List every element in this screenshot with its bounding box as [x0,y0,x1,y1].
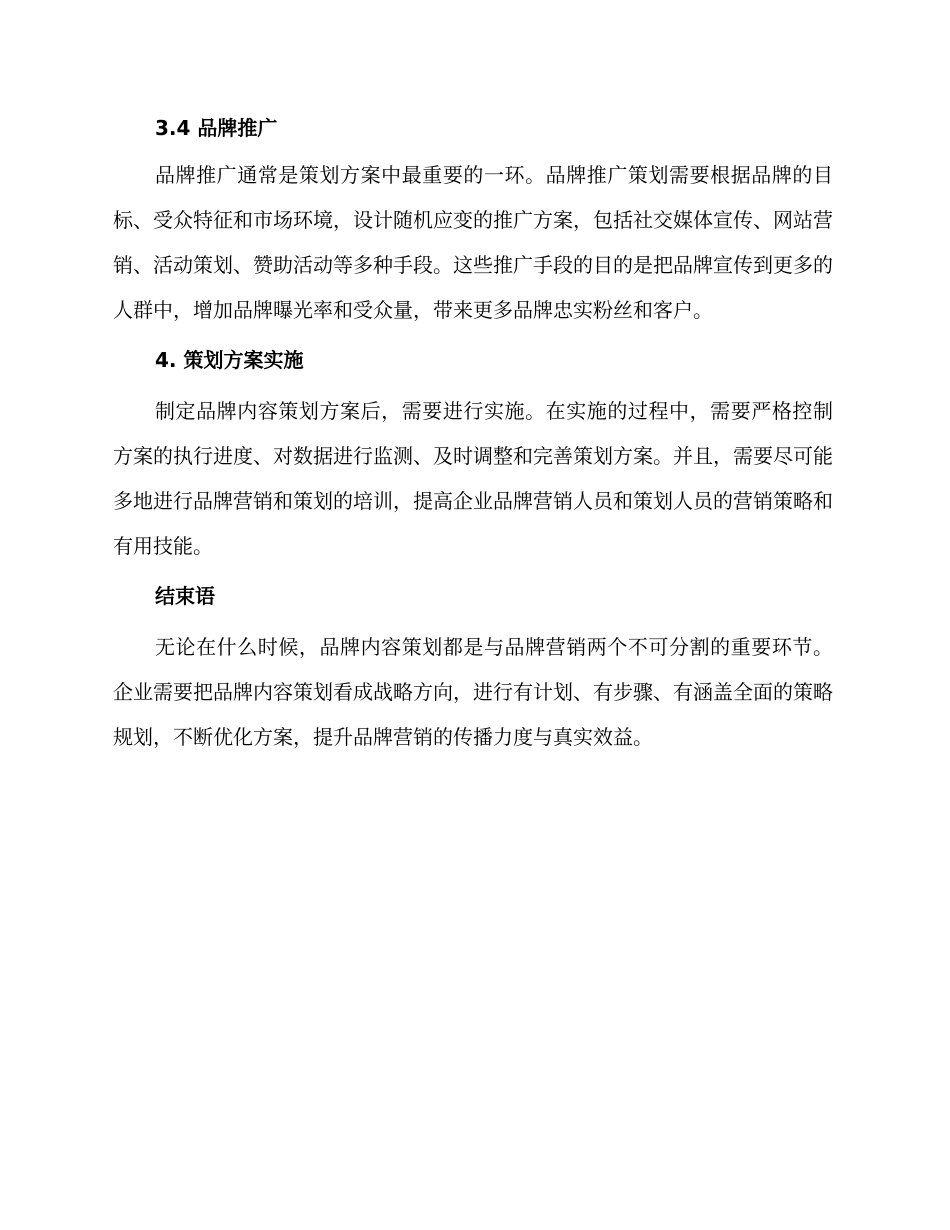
section-heading-brand-promotion: 3.4 品牌推广 [155,116,278,140]
section-body-plan-implementation: 制定品牌内容策划方案后，需要进行实施。在实施的过程中，需要严格控制方案的执行进度、对数据进行监测、及时调整和完善策划方案。并且，需要尽可能多地进行品牌营销和策划的培训，提高企业品牌营销人员和策划人员的营销策略和有用技能。 [113,399,833,558]
section-heading-plan-implementation: 4. 策划方案实施 [155,348,304,372]
document-content [113,113,833,760]
section-body-brand-promotion: 品牌推广通常是策划方案中最重要的一环。品牌推广策划需要根据品牌的目标、受众特征和市场环境，设计随机应变的推广方案，包括社交媒体宣传、网站营销、活动策划、赞助活动等多种手段。这些推广手段的目的是把品牌宣传到更多的人群中，增加品牌曝光率和受众量，带来更多品牌忠实粉丝和客户。 [113,163,833,322]
section-heading-conclusion: 结束语 [155,584,215,608]
section-body-conclusion: 无论在什么时候，品牌内容策划都是与品牌营销两个不可分割的重要环节。企业需要把品牌内容策划看成战略方向，进行有计划、有步骤、有涵盖全面的策略规划，不断优化方案，提升品牌营销的传播力度与真实效益。 [113,635,833,749]
